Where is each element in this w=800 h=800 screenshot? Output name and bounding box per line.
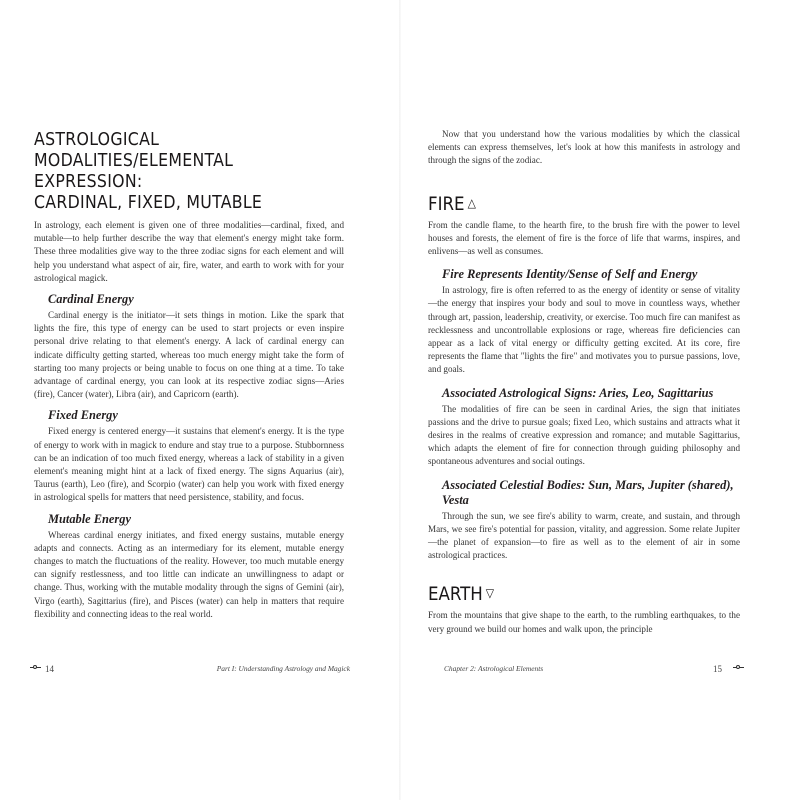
chapter-heading-line2: CARDINAL, FIXED, MUTABLE [34, 193, 263, 213]
right-running-head: Chapter 2: Astrological Elements [444, 664, 544, 673]
left-running-head: Part I: Understanding Astrology and Magick [216, 664, 350, 673]
fire-celestial-heading: Associated Celestial Bodies: Sun, Mars, Jupiter (shared), Vesta [442, 477, 734, 507]
fire-heading-text: FIRE [428, 193, 465, 215]
earth-heading [428, 582, 740, 606]
right-page [400, 0, 800, 800]
fire-identity-text: In astrology, fire is often referred to as the energy of identity or sense of vitality—the energy that inspires your body and soul to move in countless ways, whether through art, passion, leadership, creativity, or exercise. Too much fire can manifest as recklessness and uncontrollable explosions or rage, whereas fire deficiencies can appear as a lack of vital energy or difficulty getting excited. At its core, fire represents the flame that "lights the fire" and motivates you to pursue passions, love, and goals. [428, 285, 740, 375]
fire-signs-text: The modalities of fire can be seen in cardinal Aries, the sign that initiates passions and the drive to pursue goals; fixed Leo, which sustains and attracts what it desires in the realms of creative expression and romance; and mutable Sagittarius, which adapts the element of fire for connection through guiding philosophy and spontaneous adventures and social outings. [428, 403, 740, 467]
earth-heading-text: EARTH [428, 584, 483, 606]
right-page-number: 15 [713, 664, 722, 674]
fire-triangle-icon: △ [467, 195, 476, 210]
right-page-content [428, 128, 740, 636]
fire-heading [428, 192, 740, 216]
cardinal-energy-heading: Cardinal Energy [48, 292, 134, 307]
earth-triangle-icon: ▽ [485, 586, 495, 601]
mutable-energy-text: Whereas cardinal energy initiates, and fixed energy sustains, mutable energy adapts and connects. Acting as an intermediary for its element, mutable energy changes to match the fluctuations of the reality. However, too much mutable energy can signify restlessness, and too little can indicate an unwillingness to adapt or change. Thus, working with the mutable modality through the signs of Gemini (air), Virgo (earth), Sagittarius (fire), and Pisces (water) can help in matters that require flexibility and connecting ideas to the real world. [34, 529, 344, 619]
fire-text: From the candle flame, to the hearth fire, to the brush fire with the power to level houses and forests, the element of fire is the force of life that warms, inspires, and enlivens—as well as consumes. [428, 219, 740, 257]
earth-text: From the mountains that give shape to the earth, to the rumbling earthquakes, to the very ground we build our homes and walk upon, the principle [428, 610, 740, 634]
fire-celestial-text: Through the sun, we see fire's ability to warm, create, and sustain, and through Mars, we see fire's potential for passion, vitality, and aggression. Some relate Jupiter—the planet of expansion—to fire as well as to the element of air in some astrological practices. [428, 510, 740, 561]
left-page-number: 14 [45, 664, 54, 674]
elements-intro: Now that you understand how the various modalities by which the classical elements can express themselves, let's look at how this manifests in astrology and through the signs of the zodiac. [428, 129, 740, 166]
fire-identity-heading: Fire Represents Identity/Sense of Self and Energy [442, 267, 698, 282]
mutable-energy-heading: Mutable Energy [48, 511, 131, 526]
fire-signs-heading: Associated Astrological Signs: Aries, Leo, Sagittarius [442, 385, 714, 400]
modalities-intro: In astrology, each element is given one of three modalities—cardinal, fixed, and mutable—to help further describe the way that element's energy might take form. These three modalities give way to the three zodiac signs for each element and will help you understand what aspect of air, fire, water, and earth to work with for your astrological magick. [34, 220, 344, 283]
left-page-content [34, 130, 344, 621]
right-ornament-icon [733, 666, 744, 670]
chapter-heading [34, 130, 344, 214]
left-ornament-icon [30, 666, 41, 670]
fixed-energy-text: Fixed energy is centered energy—it sustains that element's energy. It is the type of energy to work with in magick to endure and stay true to a purpose. Stubbornness can be an indication of too much fixed energy, whereas a lack of stability in a given element's meaning might hint at a lack of fixed energy. The signs Aquarius (air), Taurus (earth), Leo (fire), and Scorpio (water) can help you work with fixed energy in astrological spells for matters that need persistence, stability, and focus. [34, 426, 344, 503]
chapter-heading-line1: ASTROLOGICAL MODALITIES/ELEMENTAL EXPRESSION: [34, 130, 234, 192]
cardinal-energy-text: Cardinal energy is the initiator—it sets things in motion. Like the spark that lights the fire, this type of energy can be used to start projects or even inspire personal drive relating to that element's energy. A lack of cardinal energy can indicate difficulty getting started, whereas too much energy might take the form of starting too many projects or being unable to focus on one thing at a time. To take advantage of cardinal energy, you can look at its respective zodiac signs—Aries (fire), Cancer (water), Libra (air), and Capricorn (earth). [34, 310, 344, 400]
fixed-energy-heading: Fixed Energy [48, 408, 118, 423]
